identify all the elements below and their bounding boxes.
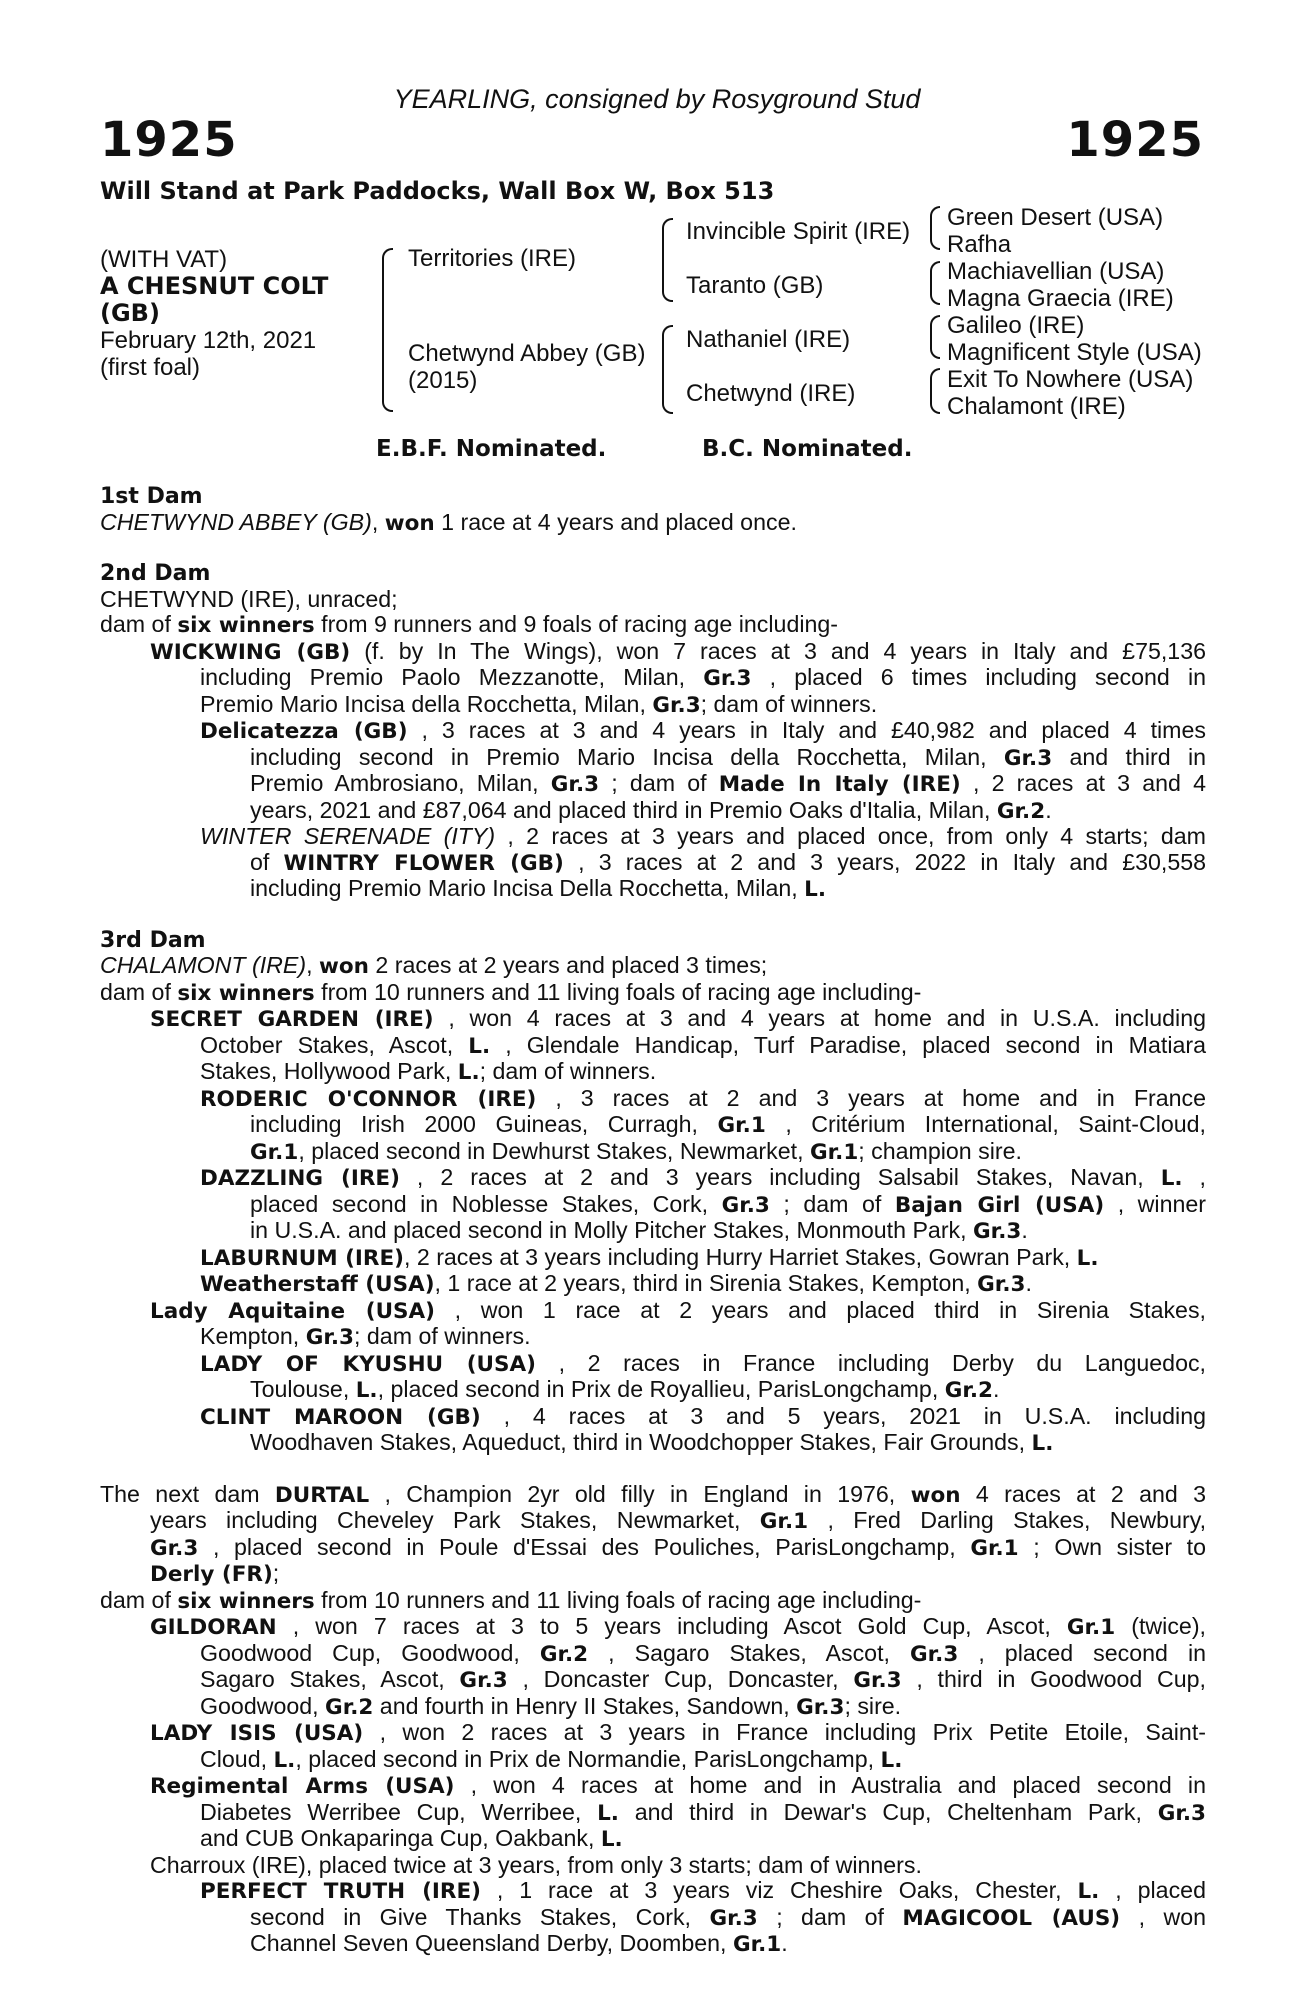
lot-title-country: (GB) — [100, 299, 160, 327]
bc-nomination: B.C. Nominated. — [702, 436, 913, 462]
second-dam-line: including Premio Paolo Mezzanotte, Milan, Gr.3 , placed 6 times including second in — [200, 664, 1206, 691]
third-dam-line: CLINT MAROON (GB) , 4 races at 3 and 5 years, 2021 in U.S.A. including — [200, 1402, 1206, 1430]
third-dam-line: Stakes, Hollywood Park, L.; dam of winners. — [200, 1058, 657, 1085]
pedigree-brace-main — [382, 248, 393, 412]
pedigree-brace-4 — [930, 368, 940, 414]
third-dam-line: Woodhaven Stakes, Aqueduct, third in Woodchopper Stakes, Fair Grounds, L. — [250, 1429, 1054, 1456]
second-dam-line: including Premio Mario Incisa Della Rocchetta, Milan, L. — [250, 875, 827, 902]
third-dam-line: RODERIC O'CONNOR (IRE) , 3 races at 2 and 3 years at home and in France — [200, 1084, 1206, 1112]
pedigree-g-4: Magna Graecia (IRE) — [947, 285, 1174, 312]
next-dam-line: and CUB Onkaparinga Cup, Oakbank, L. — [200, 1825, 623, 1852]
next-dam-line: Cloud, L., placed second in Prix de Normandie, ParisLongchamp, L. — [200, 1745, 903, 1773]
second-dam-line: Premio Mario Incisa della Rocchetta, Milan, Gr.3; dam of winners. — [200, 690, 878, 718]
next-dam-line: second in Give Thanks Stakes, Cork, Gr.3 ; dam of MAGICOOL (AUS) , won — [250, 1903, 1206, 1931]
next-dam-line: The next dam DURTAL , Champion 2yr old filly in England in 1976, won 4 races at 2 and 3 — [100, 1480, 1206, 1508]
pedigree-sire-sire: Invincible Spirit (IRE) — [686, 218, 911, 245]
pedigree-sire: Territories (IRE) — [408, 245, 577, 272]
pedigree-sire-dam: Taranto (GB) — [686, 272, 824, 299]
third-dam-line: Gr.1, placed second in Dewhurst Stakes, Newmarket, Gr.1; champion sire. — [250, 1137, 1022, 1165]
third-dam-line: including Irish 2000 Guineas, Curragh, Gr.1 , Critérium International, Saint-Cloud, — [250, 1111, 1206, 1138]
pedigree-g-5: Galileo (IRE) — [947, 312, 1085, 339]
second-dam-line: Premio Ambrosiano, Milan, Gr.3 ; dam of Made In Italy (IRE) , 2 races at 3 and 4 — [250, 770, 1206, 797]
second-dam-line: Delicatezza (GB) , 3 races at 3 and 4 years in Italy and £40,982 and placed 4 times — [200, 717, 1206, 744]
second-dam-line: including second in Premio Mario Incisa della Rocchetta, Milan, Gr.3 and third in — [250, 743, 1206, 771]
pedigree-dam-dam: Chetwynd (IRE) — [686, 380, 856, 407]
next-dam-line: PERFECT TRUTH (IRE) , 1 race at 3 years viz Cheshire Oaks, Chester, L. , placed — [200, 1877, 1206, 1904]
next-dam-line: Derly (FR); — [150, 1560, 280, 1587]
second-dam-line: of WINTRY FLOWER (GB) , 3 races at 2 and 3 years, 2022 in Italy and £30,558 — [250, 848, 1207, 876]
next-dam-line: years including Cheveley Park Stakes, Newmarket, Gr.1 , Fred Darling Stakes, Newbury, — [150, 1507, 1207, 1534]
second-dam-line: WICKWING (GB) (f. by In The Wings), won 7 races at 3 and 4 years in Italy and £75,136 — [150, 637, 1206, 665]
pedigree-dam-sire: Nathaniel (IRE) — [686, 326, 851, 353]
third-dam-line: DAZZLING (IRE) , 2 races at 2 and 3 years including Salsabil Stakes, Navan, L. , — [200, 1164, 1206, 1191]
third-dam-line: dam of six winners from 10 runners and 11 living foals of racing age including- — [100, 978, 922, 1006]
second-dam-line: dam of six winners from 9 runners and 9 foals of racing age including- — [100, 611, 839, 638]
pedigree-dam: Chetwynd Abbey (GB) — [408, 340, 646, 367]
third-dam-line: Lady Aquitaine (USA) , won 1 race at 2 years and placed third in Sirenia Stakes, — [150, 1296, 1206, 1324]
next-dam-line: GILDORAN , won 7 races at 3 to 5 years including Ascot Gold Cup, Ascot, Gr.1 (twice), — [150, 1613, 1206, 1640]
third-dam-line: Kempton, Gr.3; dam of winners. — [200, 1323, 531, 1350]
first-dam-heading: 1st Dam — [100, 484, 203, 509]
pedigree-brace-sire — [662, 218, 673, 302]
next-dam-line: Gr.3 , placed second in Poule d'Essai des Pouliches, ParisLongchamp, Gr.1 ; Own sister to — [150, 1533, 1207, 1561]
catalogue-subtitle: YEARLING, consigned by Rosyground Stud — [393, 84, 921, 114]
pedigree-dam-year: (2015) — [408, 367, 478, 394]
dam-history — [100, 484, 1206, 1958]
third-dam-heading: 3rd Dam — [100, 927, 206, 953]
next-dam-line: Channel Seven Queensland Derby, Doomben, Gr.1. — [250, 1930, 788, 1957]
pedigree-brace-3 — [930, 315, 940, 359]
lot-number-left: 1925 — [100, 112, 238, 168]
stand-location: Will Stand at Park Paddocks, Wall Box W, Box 513 — [100, 177, 775, 205]
third-dam-line: CHALAMONT (IRE), won 2 races at 2 years and placed 3 times; — [100, 952, 768, 979]
second-dam-line: years, 2021 and £87,064 and placed third in Premio Oaks d'Italia, Milan, Gr.2. — [250, 796, 1052, 824]
first-dam-line: CHETWYND ABBEY (GB), won 1 race at 4 years and placed once. — [100, 508, 797, 536]
pedigree-g-7: Exit To Nowhere (USA) — [947, 366, 1194, 393]
third-dam-line: October Stakes, Ascot, L. , Glendale Handicap, Turf Paradise, placed second in Matiara — [200, 1031, 1206, 1059]
next-dam-line: Goodwood, Gr.2 and fourth in Henry II Stakes, Sandown, Gr.3; sire. — [200, 1692, 902, 1720]
next-dam-line: LADY ISIS (USA) , won 2 races at 3 years in France including Prix Petite Etoile, Saint- — [150, 1719, 1206, 1746]
foaling-date: February 12th, 2021 — [100, 327, 317, 354]
pedigree-brace-1 — [930, 206, 940, 250]
second-dam-line: WINTER SERENADE (ITY) , 2 races at 3 years and placed once, from only 4 starts; dam — [200, 823, 1206, 849]
next-dam-line: Goodwood Cup, Goodwood, Gr.2 , Sagaro Stakes, Ascot, Gr.3 , placed second in — [200, 1639, 1206, 1667]
pedigree-g-2: Rafha — [947, 231, 1012, 258]
lot-number-right: 1925 — [1066, 112, 1204, 168]
pedigree-g-6: Magnificent Style (USA) — [947, 339, 1202, 366]
next-dam-line: Charroux (IRE), placed twice at 3 years, from only 3 starts; dam of winners. — [150, 1851, 922, 1878]
second-dam-heading: 2nd Dam — [100, 561, 211, 586]
ebf-nomination: E.B.F. Nominated. — [376, 436, 607, 462]
pedigree-brace-2 — [930, 261, 940, 305]
third-dam-line: Weatherstaff (USA), 1 race at 2 years, third in Sirenia Stakes, Kempton, Gr.3. — [200, 1270, 1032, 1297]
foal-note: (first foal) — [100, 354, 201, 381]
vat-note: (WITH VAT) — [100, 246, 228, 273]
next-dam-line: Sagaro Stakes, Ascot, Gr.3 , Doncaster Cup, Doncaster, Gr.3 , third in Goodwood Cup, — [200, 1666, 1206, 1693]
third-dam-line: Toulouse, L., placed second in Prix de Royallieu, ParisLongchamp, Gr.2. — [250, 1376, 1000, 1403]
next-dam-line: dam of six winners from 10 runners and 11 living foals of racing age including- — [100, 1586, 922, 1614]
third-dam-line: LABURNUM (IRE), 2 races at 3 years including Hurry Harriet Stakes, Gowran Park, L. — [200, 1243, 1099, 1271]
third-dam-line: SECRET GARDEN (IRE) , won 4 races at 3 and 4 years at home and in U.S.A. including — [150, 1005, 1206, 1032]
third-dam-line: placed second in Noblesse Stakes, Cork, Gr.3 ; dam of Bajan Girl (USA) , winner — [250, 1190, 1206, 1218]
next-dam-line: Regimental Arms (USA) , won 4 races at home and in Australia and placed second in — [150, 1772, 1206, 1799]
pedigree-brace-dam — [662, 325, 673, 414]
pedigree-g-8: Chalamont (IRE) — [947, 393, 1126, 420]
next-dam-line: Diabetes Werribee Cup, Werribee, L. and third in Dewar's Cup, Cheltenham Park, Gr.3 — [200, 1798, 1206, 1826]
third-dam-line: LADY OF KYUSHU (USA) , 2 races in France including Derby du Languedoc, — [200, 1349, 1206, 1377]
lot-title: A CHESNUT COLT — [100, 272, 329, 300]
pedigree-g-3: Machiavellian (USA) — [947, 258, 1165, 285]
second-dam-line: CHETWYND (IRE), unraced; — [100, 585, 398, 612]
third-dam-line: in U.S.A. and placed second in Molly Pitcher Stakes, Monmouth Park, Gr.3. — [250, 1217, 1028, 1244]
pedigree-g-1: Green Desert (USA) — [947, 204, 1164, 231]
